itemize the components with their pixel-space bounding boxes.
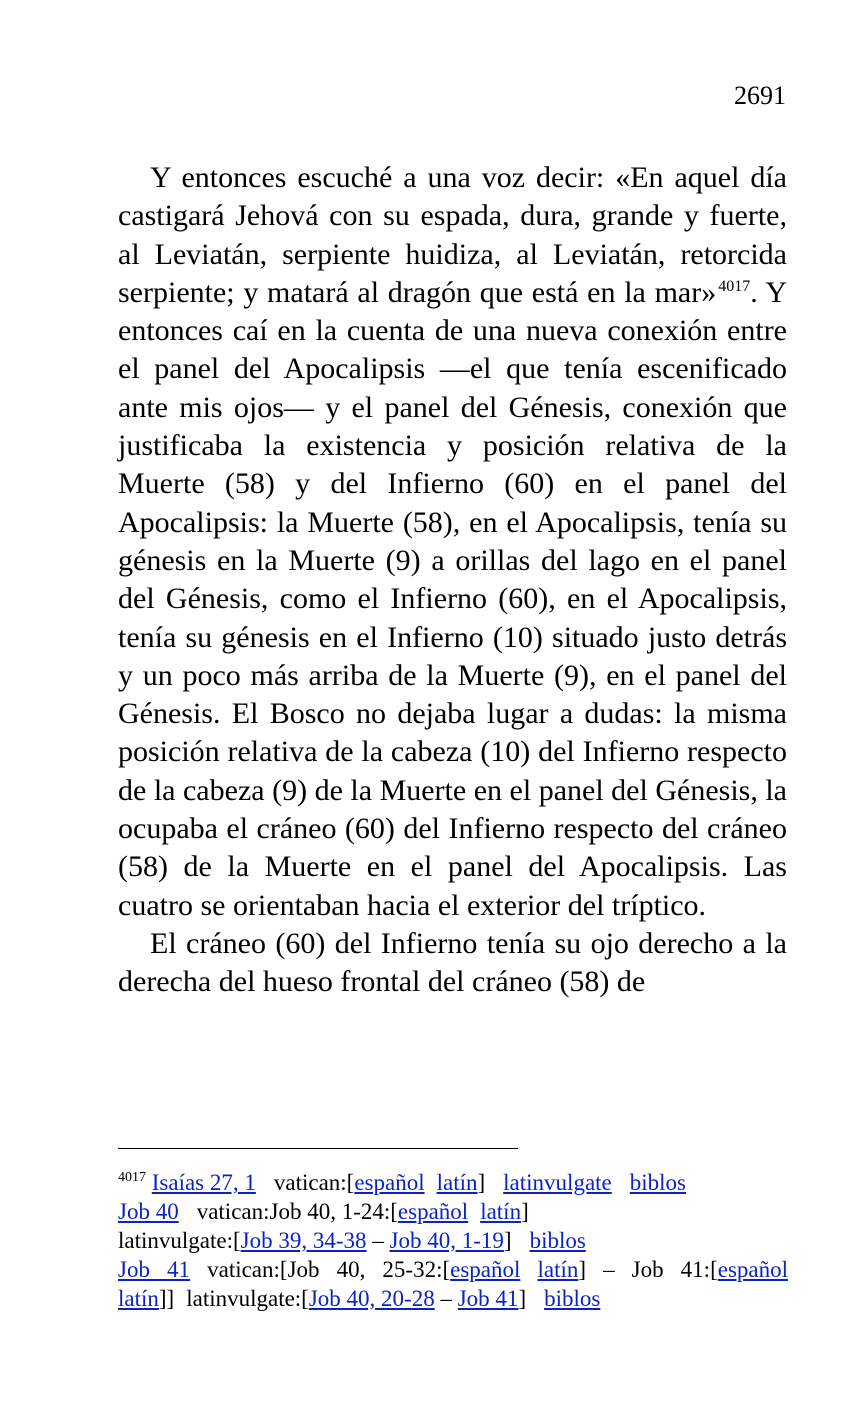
bracket: ]: [521, 1199, 529, 1224]
paragraph-1: [118, 159, 787, 925]
footnote-line-1: [118, 1168, 788, 1197]
footnote-line-4: [118, 1255, 788, 1284]
link-biblos[interactable]: biblos: [544, 1286, 601, 1311]
paragraph-2: El cráneo (60) del Infierno tenía su ojo derecho a la derecha del hueso frontal del cráneo (58) de: [118, 926, 787, 999]
bracket: ]]: [158, 1286, 175, 1311]
vatican-label: vatican:[Job 40, 25-32:[: [207, 1257, 451, 1282]
link-latin[interactable]: latín: [436, 1170, 478, 1195]
footnote-line-3: [118, 1226, 788, 1255]
footnote-reference[interactable]: 4017: [718, 277, 751, 295]
link-latin[interactable]: latín: [480, 1199, 522, 1224]
link-espanol[interactable]: español: [397, 1199, 469, 1224]
footnote-number: 4017: [118, 1170, 146, 1185]
footnote: [118, 1168, 788, 1313]
link-job-40-1-19[interactable]: Job 40, 1-19: [389, 1228, 504, 1253]
link-espanol-2[interactable]: español: [717, 1257, 789, 1282]
footnote-line-2: [118, 1197, 788, 1226]
link-biblos[interactable]: biblos: [629, 1170, 686, 1195]
latinvulgate-label: latinvulgate:[: [186, 1286, 309, 1311]
bracket: ]: [477, 1170, 486, 1195]
link-espanol[interactable]: español: [354, 1170, 425, 1195]
footnote-divider: [118, 1148, 518, 1149]
link-espanol[interactable]: español: [450, 1257, 521, 1282]
dash: –: [440, 1286, 452, 1311]
link-latin[interactable]: latín: [118, 1286, 159, 1311]
link-isaias-27-1[interactable]: Isaías 27, 1: [151, 1170, 256, 1195]
vatican-label: vatican:[: [273, 1170, 355, 1195]
link-job-41[interactable]: Job 41: [118, 1257, 191, 1282]
bracket: ]: [518, 1286, 527, 1311]
bracket-text: ] – Job 41:[: [578, 1257, 718, 1282]
dash: –: [372, 1228, 384, 1253]
bracket: ]: [503, 1228, 512, 1253]
footnote-line-5: [118, 1284, 788, 1313]
latinvulgate-label: latinvulgate:[: [118, 1228, 241, 1253]
link-biblos[interactable]: biblos: [529, 1228, 586, 1253]
link-job-39-34-38[interactable]: Job 39, 34-38: [240, 1228, 367, 1253]
paragraph-1-text-a: Y entonces escuché a una voz decir: «En aquel día castigará Jehová con su espada, dura, grande y fuerte, al Leviatán, serpiente huidiza, al Leviatán, retorcida serpiente; y matará al dragón que está en la mar»: [118, 161, 787, 309]
link-job-40-20-28[interactable]: Job 40, 20-28: [308, 1286, 435, 1311]
paragraph-1-text-b: . Y entonces caí en la cuenta de una nueva conexión entre el panel del Apocalipsis —el que tenía escenificado ante mis ojos— y el panel del Génesis, conexión que justificaba la existencia y posición relativa de la Muerte (58) y del Infierno (60) en el panel del Apocalipsis: la Muerte (58), en el Apocalipsis, tenía su génesis en la Muerte (9) a orillas del lago en el panel del Génesis, como el Infierno (60), en el Apocalipsis, tenía su génesis en el Infierno (10) situado justo detrás y un poco más arriba de la Muerte (9), en el panel del Génesis. El Bosco no dejaba lugar a dudas: la misma posición relativa de la cabeza (10) del Infierno respecto de la cabeza (9) de la Muerte en el panel del Génesis, la ocupaba el cráneo (60) del Infierno respecto del cráneo (58) de la Muerte en el panel del Apocalipsis. Las cuatro se orientaban hacia el exterior del tríptico.: [118, 275, 787, 922]
vatican-label: vatican:Job 40, 1-24:[: [196, 1199, 398, 1224]
body-text: [118, 159, 787, 1002]
link-latin[interactable]: latín: [537, 1257, 579, 1282]
link-latinvulgate[interactable]: latinvulgate: [503, 1170, 612, 1195]
link-job-40[interactable]: Job 40: [118, 1199, 179, 1224]
page-number: 2691: [734, 81, 786, 110]
link-job-41[interactable]: Job 41: [457, 1286, 519, 1311]
